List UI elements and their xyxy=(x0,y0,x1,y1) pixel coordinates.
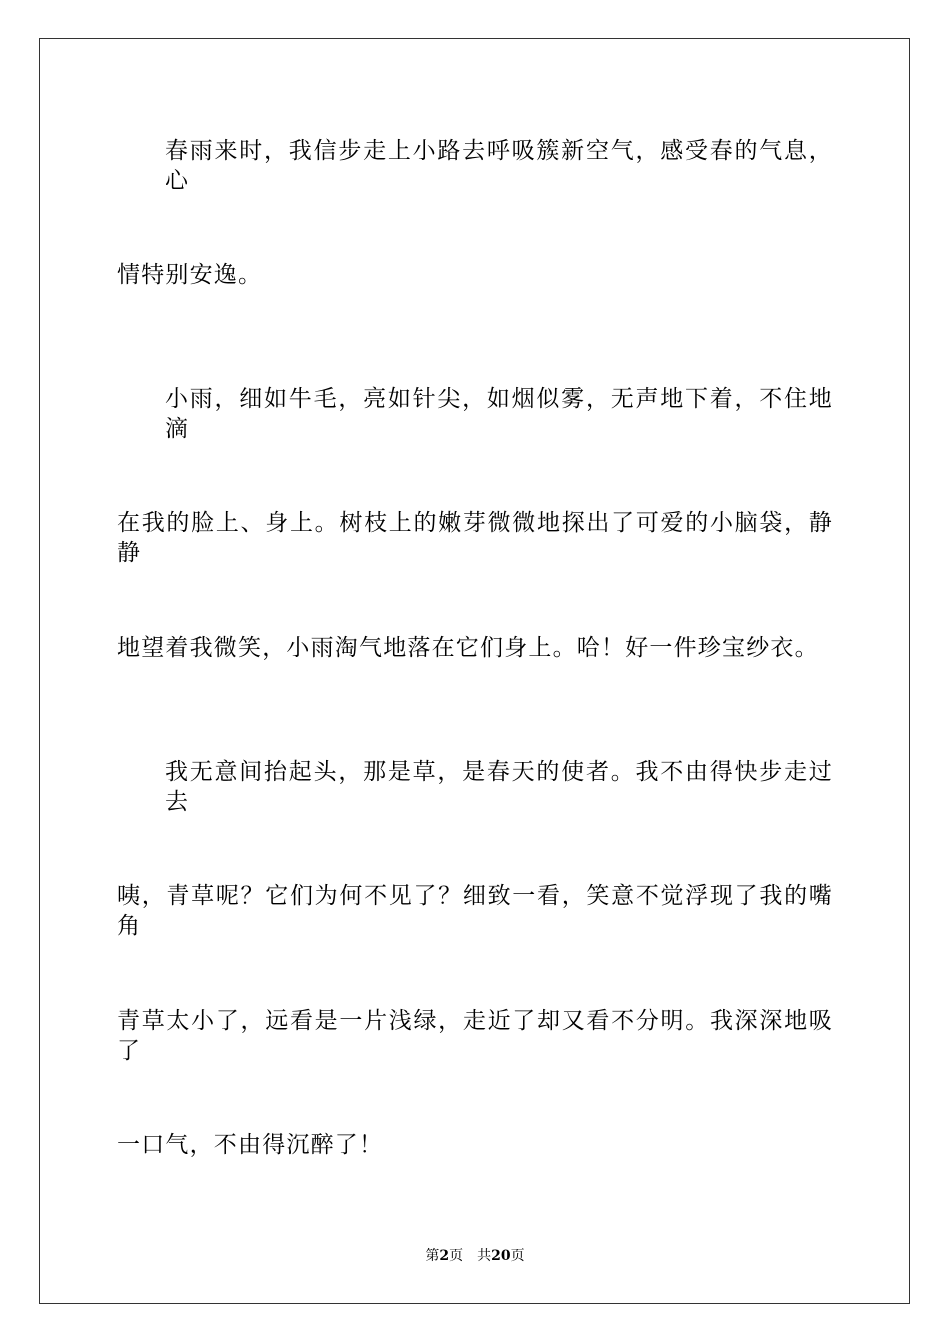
text-line-8: 青草太小了，远看是一片浅绿，走近了却又看不分明。我深深地吸了 xyxy=(117,1008,833,1064)
text-line-1: 春雨来时，我信步走上小路去呼吸簇新空气，感受春的气息，心 xyxy=(165,138,833,194)
page-prefix: 第 xyxy=(425,1248,440,1264)
text-line-3: 小雨，细如牛毛，亮如针尖，如烟似雾，无声地下着，不住地滴 xyxy=(165,386,833,442)
page-frame xyxy=(39,38,910,1304)
page-number: 2 xyxy=(439,1248,450,1264)
text-line-4: 在我的脸上、身上。树枝上的嫩芽微微地探出了可爱的小脑袋，静静 xyxy=(117,510,833,566)
text-line-2: 情特别安逸。 xyxy=(117,262,263,288)
total-prefix: 共 xyxy=(477,1248,492,1264)
text-line-5: 地望着我微笑，小雨淘气地落在它们身上。哈！好一件珍宝纱衣。 xyxy=(117,635,819,661)
page-footer xyxy=(0,1246,950,1266)
text-line-7: 咦，青草呢？它们为何不见了？细致一看，笑意不觉浮现了我的嘴角 xyxy=(117,883,833,939)
total-suffix: 页 xyxy=(510,1248,525,1264)
text-line-6: 我无意间抬起头，那是草，是春天的使者。我不由得快步走过去 xyxy=(165,759,833,815)
total-pages: 20 xyxy=(491,1248,511,1264)
text-line-9: 一口气，不由得沉醉了！ xyxy=(117,1132,384,1158)
page-suffix: 页 xyxy=(449,1248,464,1264)
